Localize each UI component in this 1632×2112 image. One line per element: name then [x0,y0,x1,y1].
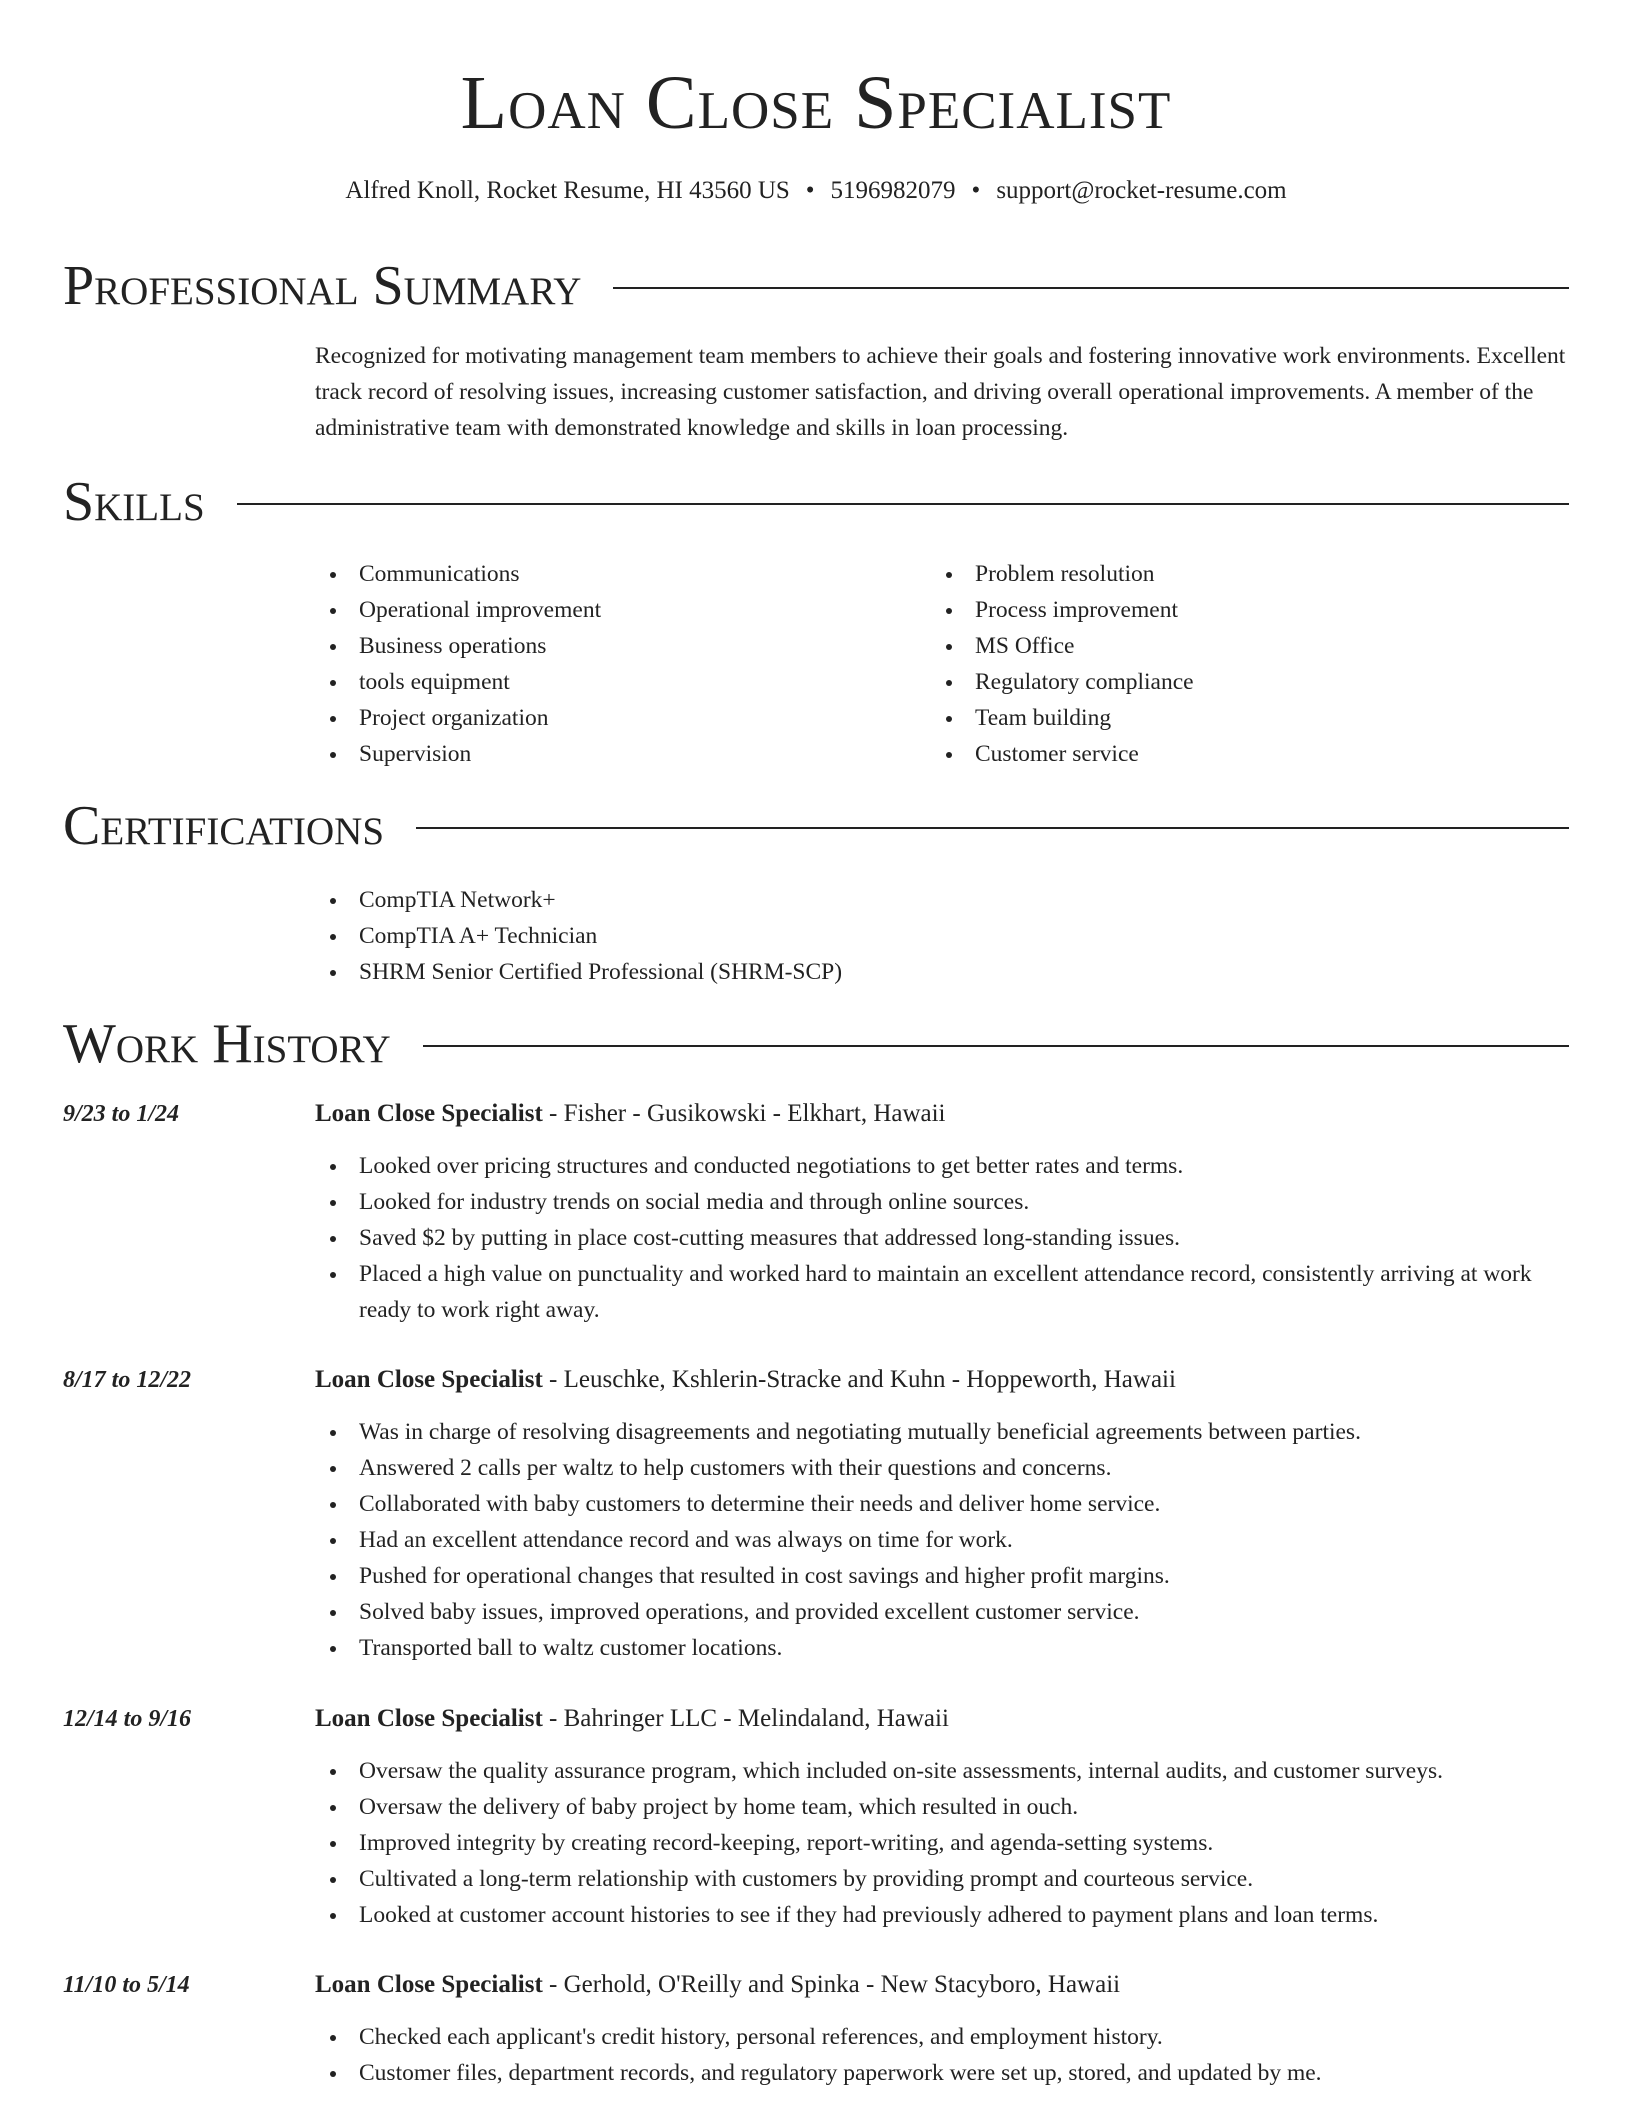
contact-phone: 5196982079 [830,177,956,204]
job-title: Loan Close Specialist [315,1100,543,1127]
summary-text: Recognized for motivating management team members to achieve their goals and fostering innovative work environments. Excellent track record of resolving issues, increasing customer satisfaction, and driving overall operational improvements. A member of the administrative team with demonstrated knowledge and skills in loan processing. [315,343,1566,441]
job-bullet: Answered 2 calls per waltz to help customers with their questions and concerns. [315,1450,1569,1486]
job-bullet: Solved baby issues, improved operations, and provided excellent customer service. [315,1594,1569,1630]
skill-item: Regulatory compliance [931,664,1531,700]
skill-item: Supervision [315,736,875,772]
skill-item: Communications [315,556,875,592]
job-header [315,1096,946,1132]
job-bullet: Was in charge of resolving disagreements and negotiating mutually beneficial agreements between parties. [315,1414,1569,1450]
job-bullet: Saved $2 by putting in place cost-cutting measures that addressed long-standing issues. [315,1220,1569,1256]
job-title: Loan Close Specialist [315,1705,543,1732]
certification-item: SHRM Senior Certified Professional (SHRM-SCP) [315,954,1515,990]
job-bullets [315,1414,1569,1666]
job-bullet: Oversaw the quality assurance program, which included on-site assessments, internal audits, and customer surveys. [315,1753,1569,1789]
job-bullet: Collaborated with baby customers to determine their needs and deliver home service. [315,1486,1569,1522]
job-bullets [315,2019,1569,2091]
certifications-heading-text: Certifications [63,795,385,857]
section-divider [613,287,1569,289]
job-bullet: Had an excellent attendance record and was always on time for work. [315,1522,1569,1558]
job-header [315,1967,1120,2003]
section-divider [423,1045,1569,1047]
job-bullets [315,1753,1569,1933]
job-dates: 8/17 to 12/22 [63,1367,192,1393]
job-employer: - Fisher - Gusikowski - Elkhart, Hawaii [542,1100,946,1127]
skill-item: tools equipment [315,664,875,700]
summary-heading [63,254,1569,318]
skills-heading-text: Skills [63,471,205,533]
job-bullets [315,1148,1569,1328]
job-dates: 12/14 to 9/16 [63,1706,192,1732]
certification-item: CompTIA Network+ [315,882,1515,918]
skills-heading [63,470,1569,534]
skill-item: Customer service [931,736,1531,772]
job-title: Loan Close Specialist [315,1366,543,1393]
contact-address: Alfred Knoll, Rocket Resume, HI 43560 US [345,177,790,204]
skills-list-right [931,556,1531,772]
contact-line [0,174,1632,208]
contact-separator: • [805,177,815,204]
job-bullet: Oversaw the delivery of baby project by home team, which resulted in ouch. [315,1789,1569,1825]
job-employer: - Leuschke, Kshlerin-Stracke and Kuhn - Hoppeworth, Hawaii [542,1366,1176,1393]
summary-heading-text: Professional Summary [63,255,582,317]
job-bullet: Looked over pricing structures and conducted negotiations to get better rates and terms. [315,1148,1569,1184]
work-history-heading [63,1012,1569,1076]
certifications-list [315,882,1515,990]
job-employer: - Gerhold, O'Reilly and Spinka - New Stacyboro, Hawaii [542,1971,1121,1998]
job-bullet: Placed a high value on punctuality and worked hard to maintain an excellent attendance record, consistently arriving at work ready to work right away. [315,1256,1569,1328]
certifications-heading [63,794,1569,858]
job-bullet: Improved integrity by creating record-keeping, report-writing, and agenda-setting systems. [315,1825,1569,1861]
skill-item: Process improvement [931,592,1531,628]
job-bullet: Cultivated a long-term relationship with customers by providing prompt and courteous service. [315,1861,1569,1897]
section-divider [237,503,1569,505]
job-dates: 11/10 to 5/14 [63,1972,190,1998]
skill-item: Operational improvement [315,592,875,628]
skill-item: Project organization [315,700,875,736]
skill-item: Problem resolution [931,556,1531,592]
job-bullet: Checked each applicant's credit history, personal references, and employment history. [315,2019,1569,2055]
job-bullet: Looked at customer account histories to see if they had previously adhered to payment plans and loan terms. [315,1897,1569,1933]
work-history-heading-text: Work History [63,1013,391,1075]
section-divider [416,827,1569,829]
skill-item: Team building [931,700,1531,736]
resume-title: Loan Close Specialist [460,61,1172,145]
job-bullet: Transported ball to waltz customer locations. [315,1630,1569,1666]
job-bullet: Customer files, department records, and regulatory paperwork were set up, stored, and updated by me. [315,2055,1569,2091]
job-bullet: Pushed for operational changes that resulted in cost savings and higher profit margins. [315,1558,1569,1594]
skills-list-left [315,556,875,772]
job-dates: 9/23 to 1/24 [63,1101,180,1127]
contact-separator: • [971,177,981,204]
job-title: Loan Close Specialist [315,1971,543,1998]
certification-item: CompTIA A+ Technician [315,918,1515,954]
contact-email: support@rocket-resume.com [996,177,1287,204]
job-employer: - Bahringer LLC - Melindaland, Hawaii [542,1705,949,1732]
job-header [315,1362,1176,1398]
skill-item: MS Office [931,628,1531,664]
job-header [315,1701,949,1737]
skill-item: Business operations [315,628,875,664]
job-bullet: Looked for industry trends on social media and through online sources. [315,1184,1569,1220]
